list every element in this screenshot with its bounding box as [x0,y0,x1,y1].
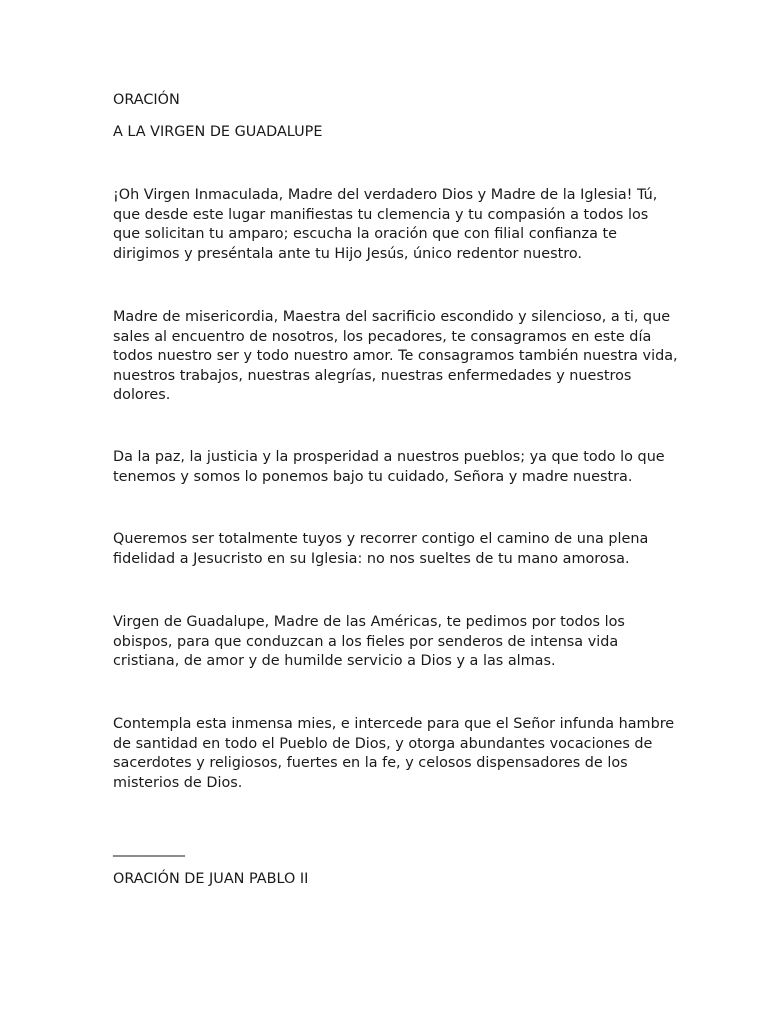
paragraph-line: que desde este lugar manifiestas tu clemencia y tu compasión a todos los [113,206,649,223]
paragraph-line: obispos, para que conduzcan a los fieles por senderos de intensa vida [113,633,619,650]
document-subtitle: A LA VIRGEN DE GUADALUPE [113,124,323,140]
paragraph-line: sales al encuentro de nosotros, los pecadores, te consagramos en este día [113,328,652,345]
document-title: ORACIÓN [113,92,180,108]
paragraph-line: que solicitan tu amparo; escucha la oración que con filial confianza te [113,226,617,243]
paragraph-line: fidelidad a Jesucristo en su Iglesia: no nos sueltes de tu mano amorosa. [113,550,630,567]
paragraph-line: nuestros trabajos, nuestras alegrías, nuestras enfermedades y nuestros [113,367,632,384]
paragraph-3 [113,448,673,487]
paragraph-line: Queremos ser totalmente tuyos y recorrer contigo el camino de una plena [113,531,649,547]
paragraph-line: tenemos y somos lo ponemos bajo tu cuidado, Señora y madre nuestra. [113,468,633,485]
paragraph-line: dirigimos y preséntala ante tu Hijo Jesús, único redentor nuestro. [113,245,582,262]
separator-line: __________ [113,841,185,857]
paragraph-line: misterios de Dios. [113,774,243,791]
paragraph-line: cristiana, de amor y de humilde servicio a Dios y a las almas. [113,653,556,670]
paragraph-line: Contempla esta inmensa mies, e intercede para que el Señor infunda hambre [113,716,675,732]
paragraph-1 [113,186,673,264]
paragraph-line: de santidad en todo el Pueblo de Dios, y otorga abundantes vocaciones de [113,735,653,752]
paragraph-5 [113,613,673,672]
paragraph-line: todos nuestro ser y todo nuestro amor. Te consagramos también nuestra vida, [113,348,678,365]
paragraph-line: ¡Oh Virgen Inmaculada, Madre del verdadero Dios y Madre de la Iglesia! Tú, [113,187,658,203]
paragraph-6 [113,715,673,793]
paragraph-2 [113,308,678,406]
paragraph-line: Madre de misericordia, Maestra del sacrificio escondido y silencioso, a ti, que [113,309,671,325]
paragraph-line: dolores. [113,387,171,404]
paragraph-line: sacerdotes y religiosos, fuertes en la fe, y celosos dispensadores de los [113,755,628,772]
paragraph-4 [113,530,673,569]
paragraph-line: Da la paz, la justicia y la prosperidad a nuestros pueblos; ya que todo lo que [113,449,665,465]
paragraph-line: Virgen de Guadalupe, Madre de las Américas, te pedimos por todos los [113,614,625,630]
signature: ORACIÓN DE JUAN PABLO II [113,871,309,887]
